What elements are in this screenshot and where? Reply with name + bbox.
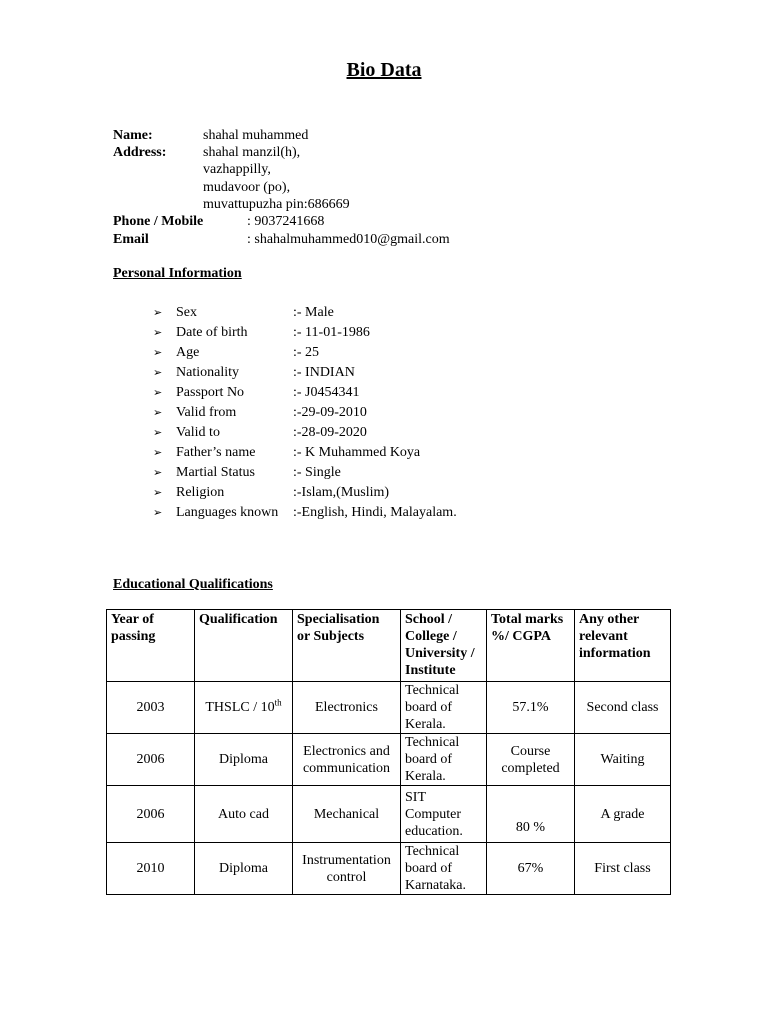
year-cell-text: 2006 (136, 806, 165, 822)
specialisation-cell-text: Electronics (315, 700, 378, 715)
qualification-cell (195, 843, 293, 895)
school-cell-text: SIT Computer education. (405, 789, 463, 839)
education-table (106, 609, 671, 895)
info-cell (575, 786, 671, 843)
column-header: Specialisation or Subjects (293, 610, 401, 682)
info-cell-text: Waiting (600, 752, 645, 767)
marks-cell-text: 67% (517, 861, 544, 876)
personal-item-label: Martial Status (176, 465, 255, 480)
school-cell-text: Technical board of Kerala. (405, 735, 460, 784)
personal-item-label: Religion (176, 485, 225, 500)
school-cell-text: Technical board of Kerala. (405, 683, 460, 732)
column-header: School / College / University / Institute (401, 610, 487, 682)
column-header: Any other relevant information (575, 610, 671, 682)
address-line: mudavoor (po), (203, 180, 291, 195)
personal-item-label: Sex (176, 305, 197, 320)
year-cell (107, 682, 195, 734)
personal-item-label: Date of birth (176, 325, 248, 340)
personal-item-value: :-28-09-2020 (293, 425, 367, 440)
name-label: Name: (113, 128, 153, 143)
personal-item-value: :- INDIAN (293, 365, 355, 380)
column-header: Qualification (195, 610, 293, 682)
marks-cell-text: 80 % (515, 820, 546, 835)
column-header: Total marks %/ CGPA (487, 610, 575, 682)
personal-item-label: Valid to (176, 425, 220, 440)
personal-item-label: Valid from (176, 405, 237, 420)
specialisation-cell (293, 843, 401, 895)
personal-item-value: :-Islam,(Muslim) (293, 485, 390, 500)
school-cell (401, 734, 487, 786)
education-heading: Educational Qualifications (113, 577, 273, 592)
school-cell-text: Technical board of Karnataka. (405, 844, 467, 893)
qualification-cell (195, 734, 293, 786)
year-cell (107, 843, 195, 895)
table-row (107, 786, 671, 843)
personal-item-value: :- K Muhammed Koya (293, 445, 421, 460)
specialisation-cell-text: Electronics and communication (302, 743, 391, 776)
qualification-superscript: th (274, 697, 282, 708)
specialisation-cell (293, 734, 401, 786)
personal-item-label: Passport No (176, 385, 245, 400)
personal-item-value: :- 25 (293, 345, 320, 360)
qualification-cell (195, 786, 293, 843)
marks-cell (487, 786, 575, 843)
bullet-arrow-icon: ➢ (153, 327, 163, 339)
info-cell-text: A grade (600, 806, 645, 822)
info-cell (575, 843, 671, 895)
marks-cell-text: Course completed (501, 743, 560, 776)
personal-item-label: Age (176, 345, 200, 360)
year-cell-text: 2006 (136, 752, 165, 767)
school-cell (401, 843, 487, 895)
table-row (107, 682, 671, 734)
personal-item-value: :- Male (293, 305, 334, 320)
address-label: Address: (113, 145, 167, 160)
address-line: vazhappilly, (203, 162, 271, 177)
bullet-arrow-icon: ➢ (153, 487, 163, 499)
address-line: muvattupuzha pin:686669 (203, 197, 350, 212)
personal-item-value: :- 11-01-1986 (293, 325, 370, 340)
personal-item-label: Nationality (176, 365, 239, 380)
email-value: : shahalmuhammed010@gmail.com (247, 232, 450, 247)
email-label: Email (113, 232, 149, 247)
bullet-arrow-icon: ➢ (153, 407, 163, 419)
bullet-arrow-icon: ➢ (153, 427, 163, 439)
personal-item-label: Father’s name (176, 445, 256, 460)
personal-item-label: Languages known (176, 505, 279, 520)
qualification-cell-text: THSLC / 10 (205, 700, 275, 715)
qualification-cell-text: Diploma (219, 861, 268, 876)
personal-item-value: :- Single (293, 465, 341, 480)
bullet-arrow-icon: ➢ (153, 347, 163, 359)
bullet-arrow-icon: ➢ (153, 447, 163, 459)
marks-cell (487, 734, 575, 786)
table-row (107, 843, 671, 895)
school-cell (401, 682, 487, 734)
table-row (107, 734, 671, 786)
personal-info-heading: Personal Information (113, 266, 242, 281)
year-cell (107, 734, 195, 786)
qualification-cell (195, 682, 293, 734)
year-cell-text: 2003 (136, 700, 165, 715)
info-cell (575, 734, 671, 786)
info-cell (575, 682, 671, 734)
bullet-arrow-icon: ➢ (153, 307, 163, 319)
qualification-cell-text: Diploma (219, 752, 268, 767)
specialisation-cell-text: Instrumentation control (302, 852, 391, 885)
bullet-arrow-icon: ➢ (153, 507, 163, 519)
page-title: Bio Data (346, 59, 422, 81)
bullet-arrow-icon: ➢ (153, 467, 163, 479)
marks-cell-text: 57.1% (512, 700, 549, 715)
marks-cell (487, 682, 575, 734)
school-cell (401, 786, 487, 843)
year-cell-text: 2010 (136, 861, 165, 876)
personal-item-value: :-English, Hindi, Malayalam. (293, 505, 457, 520)
personal-item-value: :- J0454341 (293, 385, 360, 400)
info-cell-text: Second class (586, 700, 659, 715)
bullet-arrow-icon: ➢ (153, 367, 163, 379)
marks-cell (487, 843, 575, 895)
personal-item-value: :-29-09-2010 (293, 405, 367, 420)
info-cell-text: First class (594, 861, 651, 876)
phone-label: Phone / Mobile (113, 214, 204, 229)
specialisation-cell-text: Mechanical (313, 806, 380, 822)
address-line: shahal manzil(h), (203, 145, 301, 160)
bullet-arrow-icon: ➢ (153, 387, 163, 399)
phone-value: : 9037241668 (247, 214, 325, 229)
specialisation-cell (293, 682, 401, 734)
year-cell (107, 786, 195, 843)
specialisation-cell (293, 786, 401, 843)
column-header: Year of passing (107, 610, 195, 682)
table-header-row (107, 610, 671, 682)
name-value: shahal muhammed (203, 128, 309, 143)
qualification-cell-text: Auto cad (218, 806, 269, 822)
